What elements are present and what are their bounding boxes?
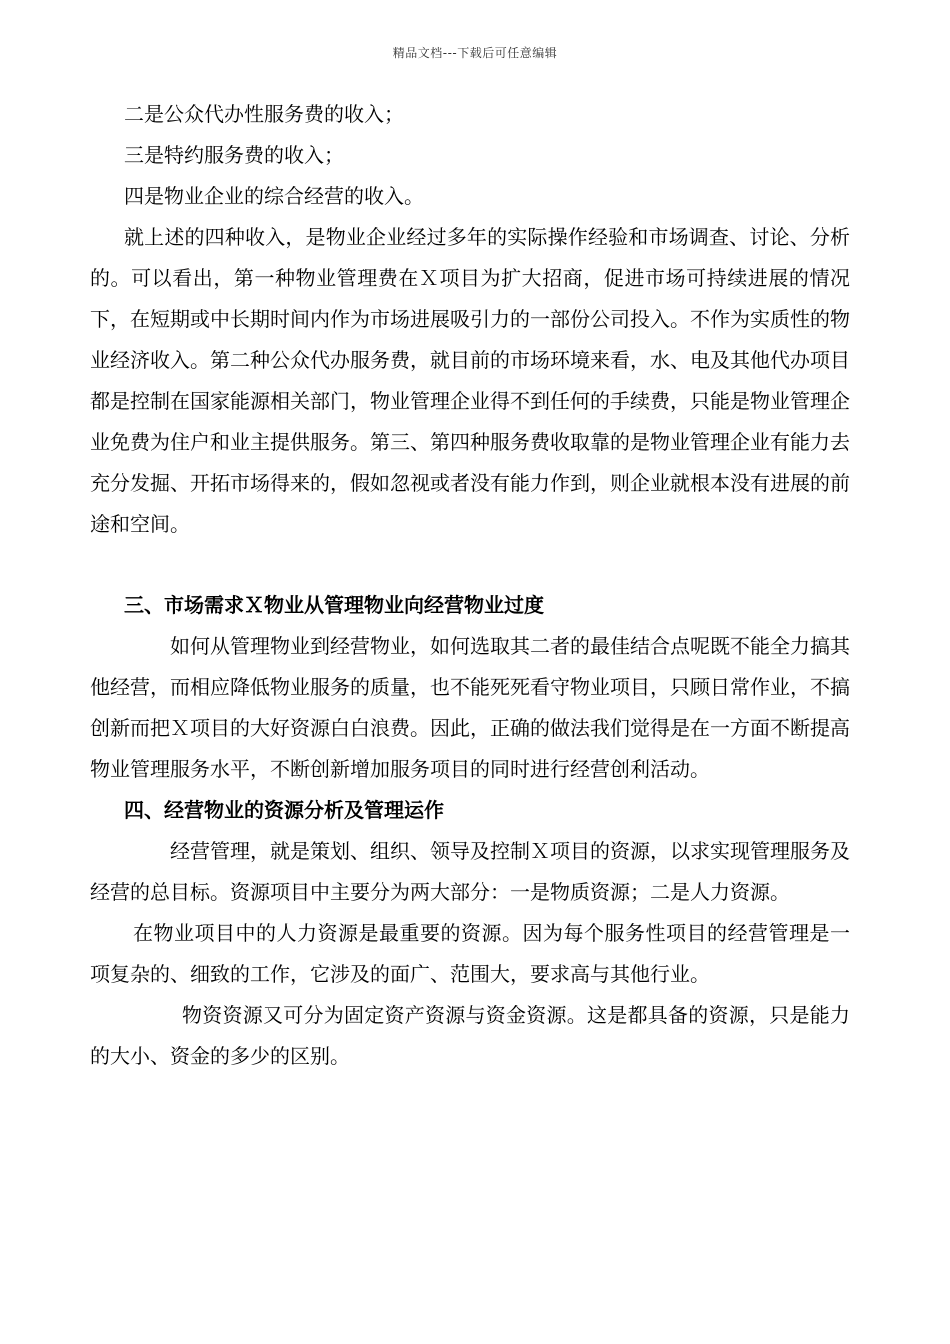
paragraph-operation-management: 经营管理，就是策划、组织、领导及控制Ｘ项目的资源，以求实现管理服务及经营的总目标。资源项目中主要分为两大部分：一是物质资源；二是人力资源。 <box>90 839 850 904</box>
paragraph-management-to-operation: 如何从管理物业到经营物业，如何选取其二者的最佳结合点呢既不能全力搞其他经营，而相应降低物业服务的质量，也不能死死看守物业项目，只顾日常作业，不搞创新而把Ｘ项目的大好资源白白浪费。因此，正确的做法我们觉得是在一方面不断提高物业管理服务水平，不断创新增加服务项目的同时进行经营创利活动。 <box>90 634 850 781</box>
paragraph-material-resources: 物资资源又可分为固定资产资源与资金资源。这是都具备的资源，只是能力的大小、资金的多少的区别。 <box>90 1003 850 1068</box>
document-body <box>90 94 850 1077</box>
spacer <box>90 545 850 585</box>
section-heading-4: 四、经营物业的资源分析及管理运作 <box>124 798 444 822</box>
list-item: 四是物业企业的综合经营的收入。 <box>124 184 424 208</box>
page-header: 精品文档---下载后可任意编辑 <box>392 46 558 60</box>
list-item: 二是公众代办性服务费的收入； <box>124 102 404 126</box>
paragraph-four-incomes: 就上述的四种收入，是物业企业经过多年的实际操作经验和市场调查、讨论、分析的。可以看出，第一种物业管理费在Ｘ项目为扩大招商，促进市场可持续进展的情况下，在短期或中长期时间内作为市场进展吸引力的一部份公司投入。不作为实质性的物业经济收入。第二种公众代办服务费，就目前的市场环境来看，水、电及其他代办项目都是控制在国家能源相关部门，物业管理企业得不到任何的手续费，只能是物业管理企业免费为住户和业主提供服务。第三、第四种服务费收取靠的是物业管理企业有能力去充分发掘、开拓市场得来的，假如忽视或者没有能力作到，则企业就根本没有进展的前途和空间。 <box>90 225 850 536</box>
section-heading-3: 三、市场需求Ｘ物业从管理物业向经营物业过度 <box>124 593 544 617</box>
paragraph-human-resources: 在物业项目中的人力资源是最重要的资源。因为每个服务性项目的经营管理是一项复杂的、细致的工作，它涉及的面广、范围大，要求高与其他行业。 <box>90 921 850 986</box>
list-item: 三是特约服务费的收入； <box>124 143 344 167</box>
